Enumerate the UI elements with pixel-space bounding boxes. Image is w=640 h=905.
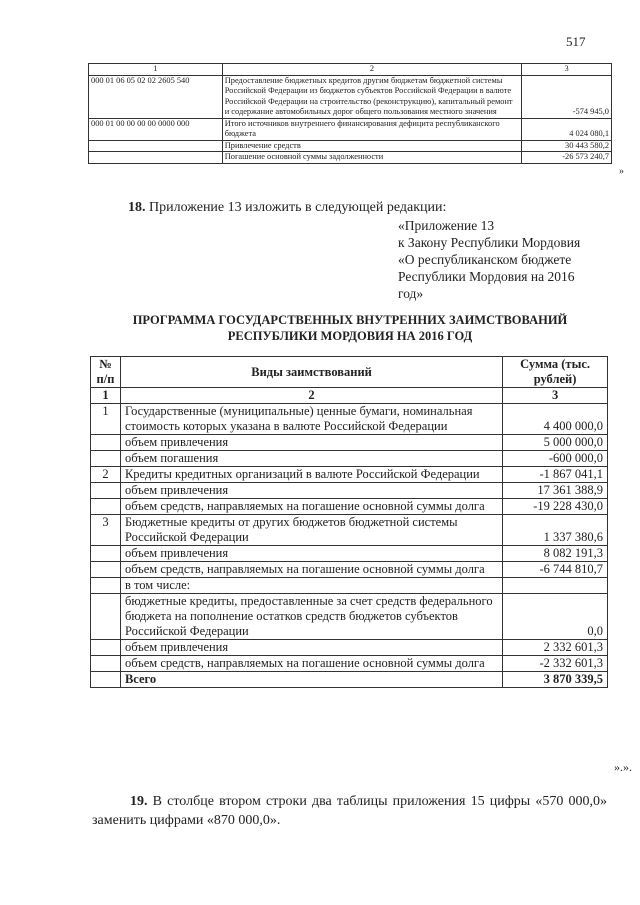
row-number	[91, 451, 121, 467]
row-sum: 1 337 380,6	[503, 515, 608, 546]
row-text: бюджетные кредиты, предоставленные за счет средств федерального бюджета на пополнение остатков средств бюджетов субъектов Российской Федерации	[120, 594, 502, 640]
row-number	[91, 562, 121, 578]
total-sum: 3 870 339,5	[503, 672, 608, 688]
row-sum: -2 332 601,3	[503, 656, 608, 672]
row-number	[91, 499, 121, 515]
row-text: объем привлечения	[120, 435, 502, 451]
row-number	[91, 656, 121, 672]
table-row	[91, 562, 608, 578]
row-sum: -1 867 041,1	[503, 467, 608, 483]
title-line: ПРОГРАММА ГОСУДАРСТВЕННЫХ ВНУТРЕННИХ ЗАИМСТВОВАНИЙ	[132, 313, 568, 327]
item-text: Приложение 13 изложить в следующей редакции:	[149, 200, 447, 215]
row-number	[91, 578, 121, 594]
table-row	[91, 404, 608, 435]
row-number	[91, 483, 121, 499]
row-number: 1	[91, 404, 121, 435]
total-label: Всего	[120, 672, 502, 688]
row-number: 2	[91, 467, 121, 483]
closing-quote: ».».	[614, 760, 632, 774]
item-text: В столбце втором строки два таблицы приложения 15 цифры «570 000,0» заменить цифрами «870 000,0».	[92, 794, 608, 828]
column-numbers-row	[91, 388, 608, 404]
row-sum	[503, 578, 608, 594]
row-code: 000 01 06 05 02 02 2605 540	[89, 75, 223, 118]
row-text: объем средств, направляемых на погашение основной суммы долга	[120, 499, 502, 515]
row-sum: 8 082 191,3	[503, 546, 608, 562]
row-sum: -19 228 430,0	[503, 499, 608, 515]
row-sum: -574 945,0	[522, 75, 612, 118]
row-code: 000 01 00 00 00 00 0000 000	[89, 118, 223, 140]
column-number: 1	[91, 388, 121, 404]
table-row	[91, 499, 608, 515]
row-text: в том числе:	[120, 578, 502, 594]
row-name: Погашение основной суммы задолженности	[222, 152, 521, 164]
row-code	[89, 152, 223, 164]
row-text: объем привлечения	[120, 546, 502, 562]
column-number: 3	[522, 64, 612, 76]
table-row	[89, 118, 612, 140]
sources-table	[88, 63, 612, 164]
row-number	[91, 640, 121, 656]
appendix-line: к Закону Республики Мордовия	[398, 235, 581, 250]
table-row	[91, 435, 608, 451]
table-row	[89, 140, 612, 152]
row-sum: 4 024 080,1	[522, 118, 612, 140]
column-number: 2	[120, 388, 502, 404]
table-row	[91, 483, 608, 499]
table-row	[91, 546, 608, 562]
appendix-line: год»	[398, 286, 424, 301]
table-row	[89, 152, 612, 164]
row-number	[91, 594, 121, 640]
row-text: объем средств, направляемых на погашение основной суммы долга	[120, 656, 502, 672]
header-num: № п/п	[91, 357, 121, 388]
header-sum: Сумма (тыс. рублей)	[503, 357, 608, 388]
page-number: 517	[566, 34, 586, 49]
program-title	[90, 312, 610, 344]
table-row	[91, 594, 608, 640]
row-number: 3	[91, 515, 121, 546]
table-row	[91, 640, 608, 656]
row-sum: -600 000,0	[503, 451, 608, 467]
column-number: 1	[89, 64, 223, 76]
row-sum: 2 332 601,3	[503, 640, 608, 656]
row-text: Государственные (муниципальные) ценные бумаги, номинальная стоимость которых указана в валюте Российской Федерации	[120, 404, 502, 435]
header-kind: Виды заимствований	[120, 357, 502, 388]
row-name: Привлечение средств	[222, 140, 521, 152]
row-sum: 4 400 000,0	[503, 404, 608, 435]
row-name: Предоставление бюджетных кредитов другим бюджетам бюджетной системы Российской Федерации из бюджетов субъектов Российской Федерации в валюте Российской Федерации на строительство (реконструкцию), капитальный ремонт и содержание автомобильных дорог общего пользования местного значения	[222, 75, 521, 118]
row-number	[91, 546, 121, 562]
row-name: Итого источников внутреннего финансирования дефицита республиканского бюджета	[222, 118, 521, 140]
column-number: 3	[503, 388, 608, 404]
row-text: объем погашения	[120, 451, 502, 467]
row-text: объем средств, направляемых на погашение основной суммы долга	[120, 562, 502, 578]
table-row	[91, 515, 608, 546]
row-sum: -6 744 810,7	[503, 562, 608, 578]
item-number: 19.	[130, 794, 148, 809]
row-sum: 0,0	[503, 594, 608, 640]
item-number: 18.	[128, 200, 146, 215]
total-empty-cell	[91, 672, 121, 688]
appendix-line: «О республиканском бюджете	[398, 252, 572, 267]
table-header-row	[91, 357, 608, 388]
closing-quote: »	[619, 166, 624, 177]
row-number	[91, 435, 121, 451]
row-text: Кредиты кредитных организаций в валюте Российской Федерации	[120, 467, 502, 483]
item-18	[128, 200, 446, 216]
table-header-row	[89, 64, 612, 76]
appendix-header	[398, 217, 608, 302]
table-row	[91, 467, 608, 483]
row-sum: 30 443 580,2	[522, 140, 612, 152]
row-sum: 17 361 388,9	[503, 483, 608, 499]
row-text: объем привлечения	[120, 640, 502, 656]
table-row	[91, 578, 608, 594]
table-row	[89, 75, 612, 118]
table-row	[91, 656, 608, 672]
row-sum: -26 573 240,7	[522, 152, 612, 164]
appendix-line: Республики Мордовия на 2016	[398, 269, 575, 284]
appendix-line: «Приложение 13	[398, 218, 495, 233]
row-sum: 5 000 000,0	[503, 435, 608, 451]
table-row	[91, 451, 608, 467]
item-19	[92, 792, 607, 830]
row-text: объем привлечения	[120, 483, 502, 499]
row-text: Бюджетные кредиты от других бюджетов бюджетной системы Российской Федерации	[120, 515, 502, 546]
row-code	[89, 140, 223, 152]
column-number: 2	[222, 64, 521, 76]
title-line: РЕСПУБЛИКИ МОРДОВИЯ НА 2016 ГОД	[227, 329, 473, 343]
borrowing-program-table	[90, 356, 608, 688]
total-row	[91, 672, 608, 688]
